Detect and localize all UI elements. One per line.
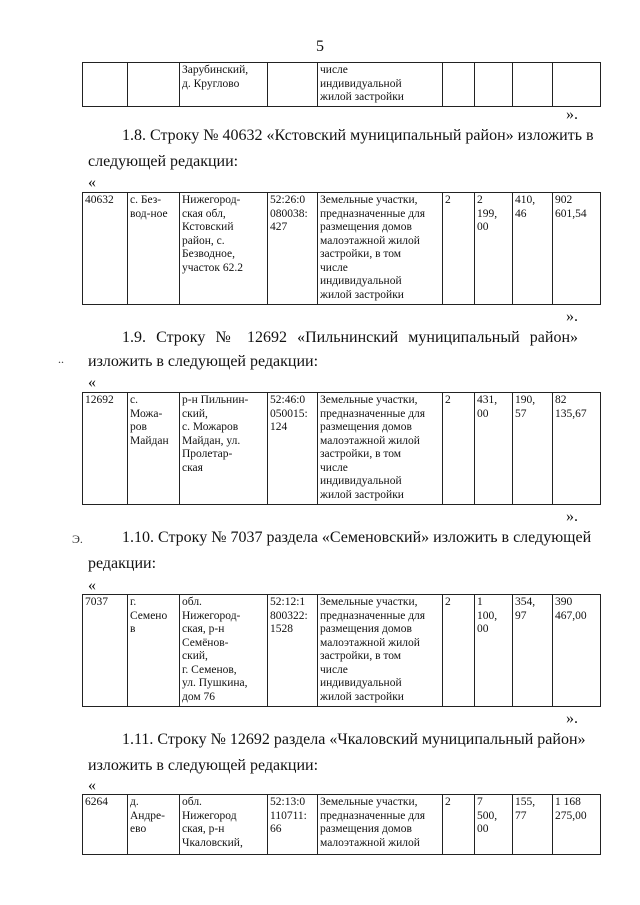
section-heading-1-11-cont: изложить в следующей редакции: [88,757,319,774]
cell-purpose: числе индивидуальной жилой застройки [318,63,443,107]
opening-quote: « [88,374,96,391]
cell-id: 40632 [83,193,128,305]
table-40632 [82,192,601,305]
cell-cadastral: 52:12:1 800322: 1528 [268,595,318,707]
closing-quote: ». [566,308,578,325]
cell-settlement: с. Можа- ров Майдан [128,393,180,505]
table-7037 [82,594,601,707]
cell-id: 6264 [83,795,128,855]
cell-settlement: г. Семено в [128,595,180,707]
cell-area: 1 100, 00 [475,595,513,707]
section-heading-1-11: 1.11. Строку № 12692 раздела «Чкаловский муниципальный район» [122,731,586,748]
table-row [83,63,601,107]
section-heading-1-9: 1.9. Строку № 12692 «Пильнинский муниципальный район» [122,329,578,346]
cell-cadastral: 52:26:0 080038: 427 [268,193,318,305]
cell-settlement: д. Андре- ево [128,795,180,855]
section-heading-1-9-cont: изложить в следующей редакции: [88,353,319,370]
cell-value: 390 467,00 [553,595,601,707]
closing-quote: ». [566,106,578,123]
margin-mark: Э. [72,532,83,546]
cell-cadastral [268,63,318,107]
cell-rate: 155, 77 [513,795,553,855]
cell-rate: 410, 46 [513,193,553,305]
opening-quote: « [88,577,96,594]
cell-id: 12692 [83,393,128,505]
section-heading-1-10: 1.10. Строку № 7037 раздела «Семеновский» изложить в следующей [122,529,592,546]
closing-quote: ». [566,710,578,727]
cell-value: 902 601,54 [553,193,601,305]
cell-rate: 190, 57 [513,393,553,505]
table-row [83,595,601,707]
cell-settlement: с. Без- вод-ное [128,193,180,305]
table-12692 [82,392,601,505]
cell-zone: 2 [443,193,475,305]
cell-purpose: Земельные участки, предназначенные для размещения домов малоэтажной жилой застройки, в том числе индивидуальной жилой застройки [318,193,443,305]
table-row [83,393,601,505]
cell-address: р-н Пильнин- ский, с. Можаров Майдан, ул. Пролетар- ская [180,393,268,505]
cell-value: 82 135,67 [553,393,601,505]
cell-address: Нижегород- ская обл, Кстовский район, с. Безводное, участок 62.2 [180,193,268,305]
margin-mark: .. [58,352,64,366]
table-row [83,193,601,305]
cell-address: обл. Нижегород ская, р-н Чкаловский, [180,795,268,855]
cell-area [475,63,513,107]
cell-id [83,63,128,107]
cell-address: Зарубинский, д. Круглово [180,63,268,107]
cell-zone: 2 [443,795,475,855]
cell-value [553,63,601,107]
cell-zone: 2 [443,393,475,505]
opening-quote: « [88,777,96,794]
cell-id: 7037 [83,595,128,707]
cell-zone: 2 [443,595,475,707]
table-row [83,795,601,855]
cell-value: 1 168 275,00 [553,795,601,855]
section-heading-1-8-cont: следующей редакции: [88,153,239,170]
cell-area: 7 500, 00 [475,795,513,855]
cell-settlement [128,63,180,107]
cell-purpose: Земельные участки, предназначенные для размещения домов малоэтажной жилой застройки, в том числе индивидуальной жилой застройки [318,393,443,505]
cell-area: 2 199, 00 [475,193,513,305]
section-heading-1-10-cont: редакции: [88,555,157,572]
table-6264 [82,794,601,855]
cell-area: 431, 00 [475,393,513,505]
top-table [82,62,601,107]
cell-zone [443,63,475,107]
cell-rate: 354, 97 [513,595,553,707]
cell-purpose: Земельные участки, предназначенные для размещения домов малоэтажной жилой застройки, в том числе индивидуальной жилой застройки [318,595,443,707]
cell-address: обл. Нижегород- ская, р-н Семёнов- ский, г. Семенов, ул. Пушкина, дом 76 [180,595,268,707]
closing-quote: ». [566,508,578,525]
cell-cadastral: 52:46:0 050015: 124 [268,393,318,505]
cell-purpose: Земельные участки, предназначенные для размещения домов малоэтажной жилой [318,795,443,855]
section-heading-1-8: 1.8. Строку № 40632 «Кстовский муниципальный район» изложить в [122,127,594,144]
opening-quote: « [88,174,96,191]
cell-rate [513,63,553,107]
page-number: 5 [316,38,324,55]
cell-cadastral: 52:13:0 110711: 66 [268,795,318,855]
